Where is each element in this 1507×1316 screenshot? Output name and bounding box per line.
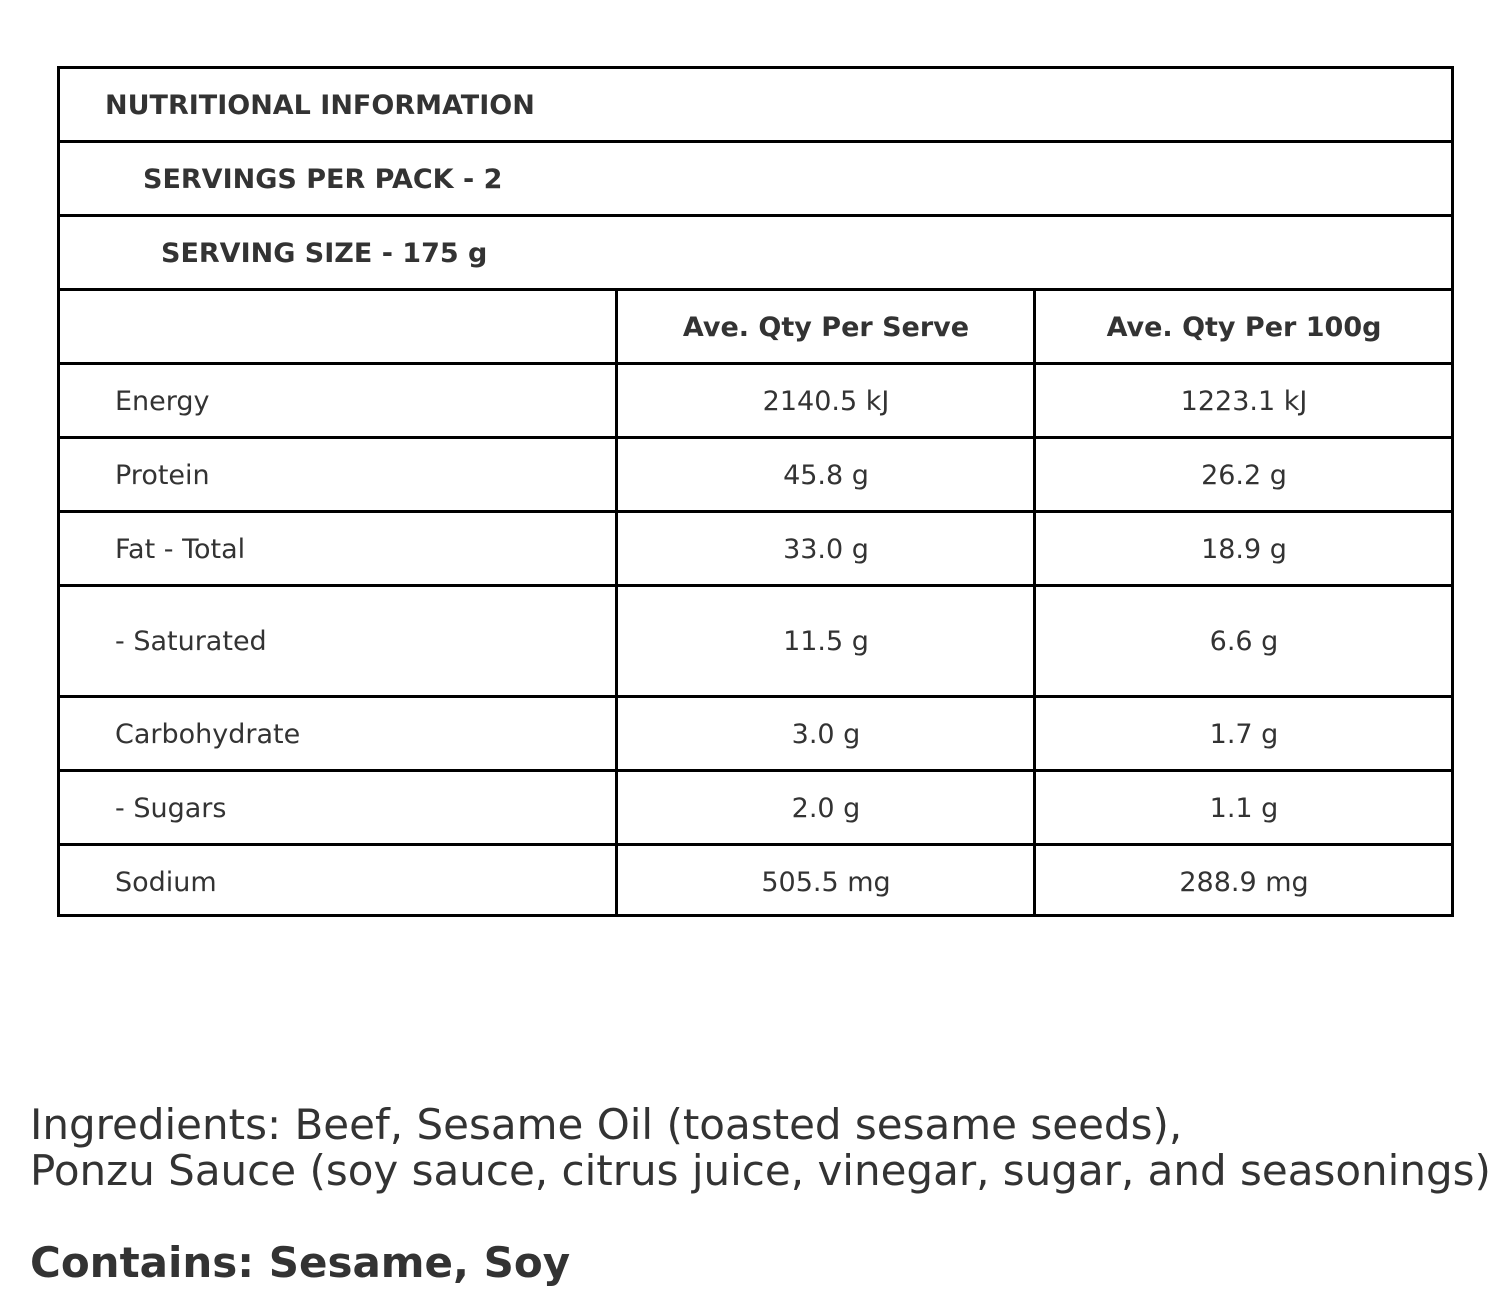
per-100g-value: 18.9 g <box>1201 534 1287 565</box>
column-header-per-serve: Ave. Qty Per Serve <box>682 312 970 343</box>
per-serve-value: 3.0 g <box>791 719 861 750</box>
per-serve-value: 2.0 g <box>791 793 861 824</box>
allergen-statement: Contains: Sesame, Soy <box>30 1238 571 1287</box>
nutrient-label: - Saturated <box>115 626 267 657</box>
row-divider <box>60 214 1451 217</box>
column-divider <box>1033 288 1036 917</box>
row-divider <box>60 362 1451 365</box>
per-serve-value: 45.8 g <box>783 460 869 491</box>
column-header-per-100g: Ave. Qty Per 100g <box>1106 312 1382 343</box>
per-100g-value: 1.7 g <box>1209 719 1279 750</box>
ingredients-line-2: Ponzu Sauce (soy sauce, citrus juice, vinegar, sugar, and seasonings) <box>30 1146 1491 1195</box>
row-divider <box>60 436 1451 439</box>
per-100g-value: 288.9 mg <box>1179 867 1309 898</box>
per-100g-value: 1.1 g <box>1209 793 1279 824</box>
per-100g-value: 1223.1 kJ <box>1180 386 1308 417</box>
per-serve-value: 2140.5 kJ <box>762 386 890 417</box>
nutrient-label: - Sugars <box>115 793 227 824</box>
row-divider <box>60 584 1451 587</box>
row-divider <box>60 769 1451 772</box>
nutrient-label: Fat - Total <box>115 534 246 565</box>
row-divider <box>60 843 1451 846</box>
per-serve-value: 505.5 mg <box>761 867 891 898</box>
per-serve-value: 11.5 g <box>783 626 869 657</box>
row-divider <box>60 288 1451 291</box>
per-100g-value: 26.2 g <box>1201 460 1287 491</box>
row-divider <box>60 140 1451 143</box>
per-100g-value: 6.6 g <box>1209 626 1279 657</box>
nutrition-panel <box>57 66 1454 917</box>
ingredients-line-1: Ingredients: Beef, Sesame Oil (toasted sesame seeds), <box>30 1100 1183 1149</box>
nutrient-label: Carbohydrate <box>115 719 301 750</box>
nutrient-label: Sodium <box>115 867 217 898</box>
row-divider <box>60 510 1451 513</box>
row-divider <box>60 695 1451 698</box>
ingredients-text <box>30 1102 1491 1194</box>
nutrient-label: Protein <box>115 460 210 491</box>
per-serve-value: 33.0 g <box>783 534 869 565</box>
nutrient-label: Energy <box>115 386 210 417</box>
servings-per-pack: SERVINGS PER PACK - 2 <box>143 164 503 195</box>
column-divider <box>615 288 618 917</box>
panel-title: NUTRITIONAL INFORMATION <box>105 90 535 121</box>
serving-size: SERVING SIZE - 175 g <box>161 238 488 269</box>
